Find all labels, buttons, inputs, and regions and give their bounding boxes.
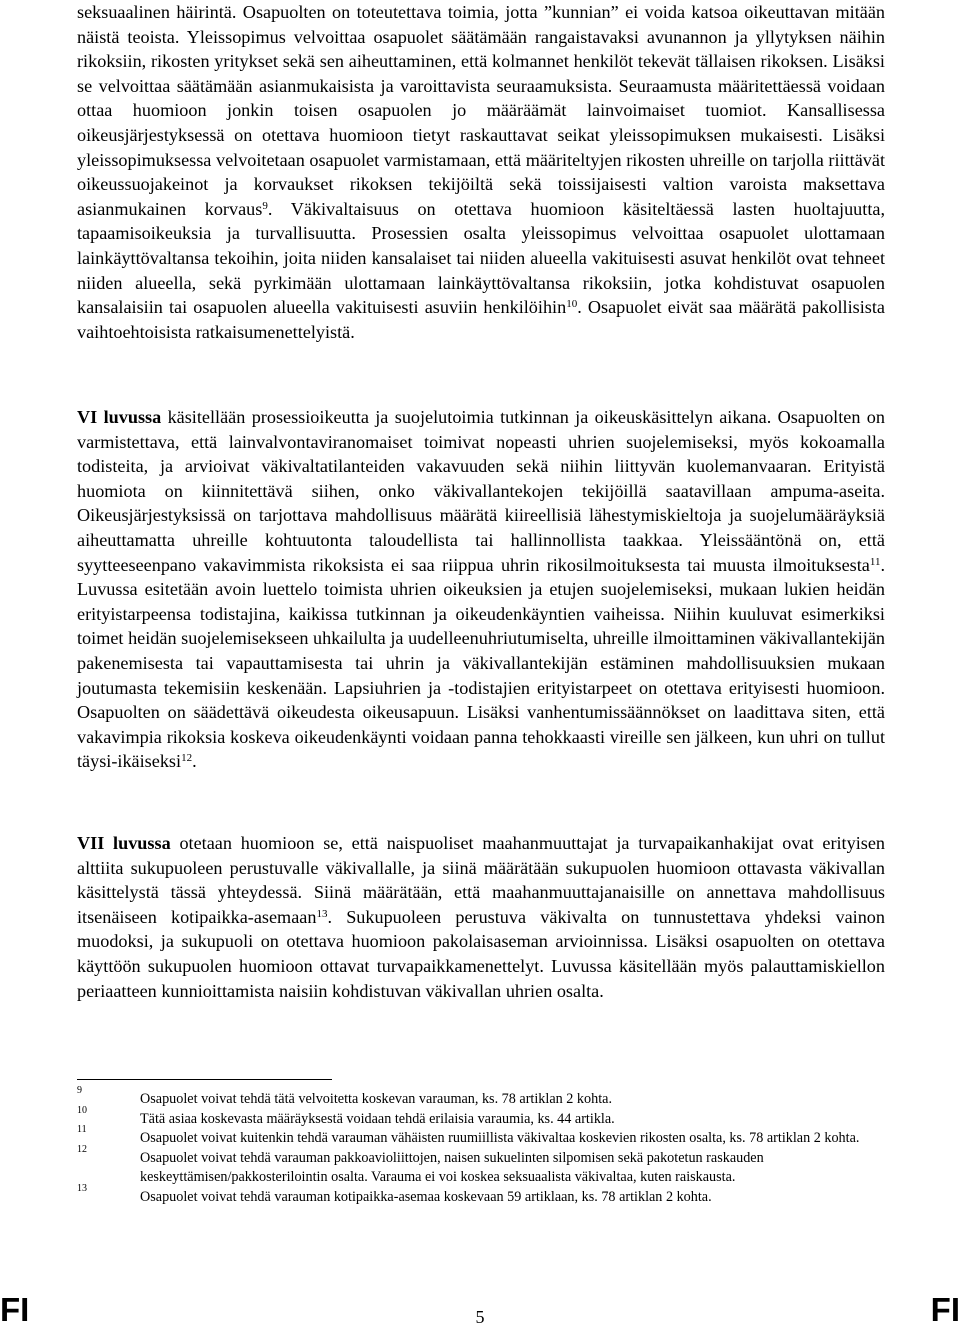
paragraph-text: . Väkivaltaisuus on otettava huomioon käsiteltäessä lasten huoltajuutta, tapaamisoikeuksia ja turvallisuutta. Prosessien osalta yleissopimus velvoittaa osapuolet ulottamaan lainkäyttövaltansa tekoihin, joita niiden kansalaiset tai niiden alueella vakituisesti asuvat henkilöt ovat tehneet niiden alueella, sekä pyrkimään ulottamaan lainkäyttövaltansa rikoksiin, jotka kohdistuvat osapuolen kansalaisiin tai osapuolen alueella vakituisesti asuviin henkilöihin bbox=[77, 198, 885, 318]
footnote-ref: 10 bbox=[566, 298, 578, 311]
footnote-number: 9 bbox=[77, 1085, 82, 1096]
chapter-heading: VII luvussa bbox=[77, 833, 171, 853]
footnote-separator bbox=[77, 1079, 332, 1080]
footnote-item bbox=[77, 1143, 885, 1188]
page-number: 5 bbox=[475, 1307, 485, 1327]
footnote-ref: 9 bbox=[262, 199, 268, 212]
paragraph-text: käsitellään prosessioikeutta ja suojelutoimia tutkinnan ja oikeuskäsittelyn aikana. Osapuolten on varmistettava, että lainvalvontaviranomaiset toimivat nopeasti uhrien suojelemiseksi, myös kokoamalla todisteita, ja arvioivat väkivaltatilanteiden vakavuuden sekä niihin liittyvän kuolemanvaaran. Erityistä huomiota on kiinnitettävä siihen, onko väkivallantekojen tekijöillä saatavillaan ampuma-aseita. Oikeusjärjestyksissä on tarjottava mahdollisuus määrätä kiireellisiä lähestymiskieltoja ja suojelumääräyksiä aiheuttamatta uhreille kohtuutonta taloudellista tai hallinnollista taakkaa. Yleissääntönä on, että syytteeseenpano vakavimmista rikoksista ei saa riippua uhrin rikosilmoituksesta tai muusta ilmoituksesta bbox=[77, 407, 885, 575]
paragraph-text: otetaan huomioon se, että naispuoliset maahanmuuttajat ja turvapaikanhakijat ovat erityisen alttiita sukupuoleen perustuvalle väkivallalle, ja siinä määrätään sukupuolen huomioon ottavasta väkivallan käsittelystä tässä yhteydessä. Siinä määrätään, että maahanmuuttajanaisille on annettava mahdollisuus itsenäiseen kotipaikka-asemaan bbox=[77, 833, 886, 927]
paragraph bbox=[77, 0, 885, 344]
paragraph-text: . bbox=[192, 751, 197, 772]
paragraph-chapter-vii bbox=[77, 831, 885, 1003]
footnote-number: 12 bbox=[77, 1143, 87, 1155]
language-code-left: FI bbox=[0, 1291, 30, 1328]
footnotes bbox=[77, 1085, 885, 1208]
paragraph-text: . Sukupuoleen perustuva väkivalta on tunnustettava yhdeksi vainon muodoksi, ja sukupuoli on otettava huomioon pakolaisaseman arvioinnissa. Lisäksi osapuolten on otettava käyttöön sukupuolen huomioon ottavat turvapaikkamenettelyt. Luvussa käsitellään myös palauttamiskiellon periaatteen kunnioittamista naisiin kohdistuvan väkivallan uhrien osalta. bbox=[77, 906, 885, 1001]
paragraph-text: seksuaalinen häirintä. Osapuolten on toteutettava toimia, jotta ”kunnian” ei voida katsoa oikeuttavan mitään näistä teoista. Yleissopimus velvoittaa osapuolet säätämään rangaistavaksi avunannon ja yllytyksen näihin rikoksiin, rikosten yritykset sekä sen aiheuttaminen, että kolmannet henkilöt tekevät tällaisen rikoksen. Lisäksi se velvoittaa säätämään asianmukaisista ja varoittavista seuraamuksista. Seuraamusta määritettäessä voidaan ottaa huomioon jonkin toisen osapuolen jo määräämät lainvoimaiset tuomiot. Kansallisessa oikeusjärjestyksessä on otettava huomioon tietyt raskauttavat seikat yleissopimuksen mukaisesti. Lisäksi yleissopimuksessa velvoitetaan osapuolet varmistamaan, että määriteltyjen rikosten uhreille on tarjolla riittävät oikeussuojakeinot ja korvaukset rikoksen tekijöiltä sekä toissijaisesti valtion varoista maksettava asianmukainen korvaus bbox=[77, 2, 885, 219]
chapter-heading: VI luvussa bbox=[77, 407, 162, 427]
footnote-ref: 11 bbox=[869, 555, 881, 568]
footnote-text: Osapuolet voivat kuitenkin tehdä varauman vähäisten ruumiillista väkivaltaa koskevien rikosten osalta, ks. 78 artiklan 2 kohta. bbox=[140, 1130, 860, 1147]
footnote-number: 11 bbox=[77, 1124, 87, 1136]
footnote-text: Osapuolet voivat tehdä tätä velvoitetta koskevan varauman, ks. 78 artiklan 2 kohta. bbox=[140, 1091, 612, 1107]
language-code-right: FI bbox=[930, 1291, 960, 1328]
footnote-item bbox=[77, 1124, 885, 1149]
footnote-item bbox=[77, 1104, 885, 1130]
footnote-number: 13 bbox=[77, 1182, 87, 1194]
footnote-item bbox=[77, 1182, 885, 1208]
footnote-text: Tätä asiaa koskevasta määräyksestä voidaan tehdä erilaisia varaumia, ks. 44 artikla. bbox=[140, 1110, 615, 1127]
footnote-text: Osapuolet voivat tehdä varauman kotipaikka-asemaa koskevaan 59 artiklaan, ks. 78 artiklan 2 kohta. bbox=[140, 1188, 712, 1205]
footnote-ref: 13 bbox=[316, 907, 328, 920]
footnote-number: 10 bbox=[77, 1104, 87, 1116]
footnote-text: Osapuolet voivat tehdä varauman pakkoavioliittojen, naisen sukuelinten silpomisen sekä pakotetun raskauden keskeyttämisen/pakkosterilointin osalta. Varauma ei voi koskea seksuaalista väkivaltaa, kuten raiskausta. bbox=[140, 1149, 764, 1186]
footnote-item bbox=[77, 1085, 885, 1110]
paragraph-chapter-vi bbox=[77, 405, 885, 774]
paragraph-text: . Osapuolet eivät saa määrätä pakollisista vaihtoehtoisista ratkaisumenettelyistä. bbox=[77, 297, 885, 342]
footnote-ref: 12 bbox=[181, 752, 193, 765]
paragraph-text: . Luvussa esitetään avoin luettelo toimista uhrien oikeuksien ja etujen suojelemiseksi, mukaan lukien heidän erityistarpeensa todistajina, kaikissa tutkinnan ja oikeudenkäyntien vaiheissa. Niihin kuuluvat esimerkiksi toimet heidän suojelemisekseen uhkailulta ja uudelleenuhriutumiselta, uhreille ilmoittaminen väkivallantekijän pakenemisesta tai vapauttamisesta tai uhrin ja väkivallantekijän estäminen mahdollisuuksien mukaan joutumasta tekemisiin keskenään. Lapsiuhrien ja -todistajien erityistarpeet on otettava erityisesti huomioon. Osapuolten on säädettävä oikeudesta oikeusapuun. Lisäksi vanhentumissäännökset on laadittava siten, että vakavimpia rikoksia koskeva oikeudenkäynti voidaan panna tehokkaasti vireille sen jälkeen, kun uhri on tullut täysi-ikäiseksi bbox=[77, 554, 885, 772]
